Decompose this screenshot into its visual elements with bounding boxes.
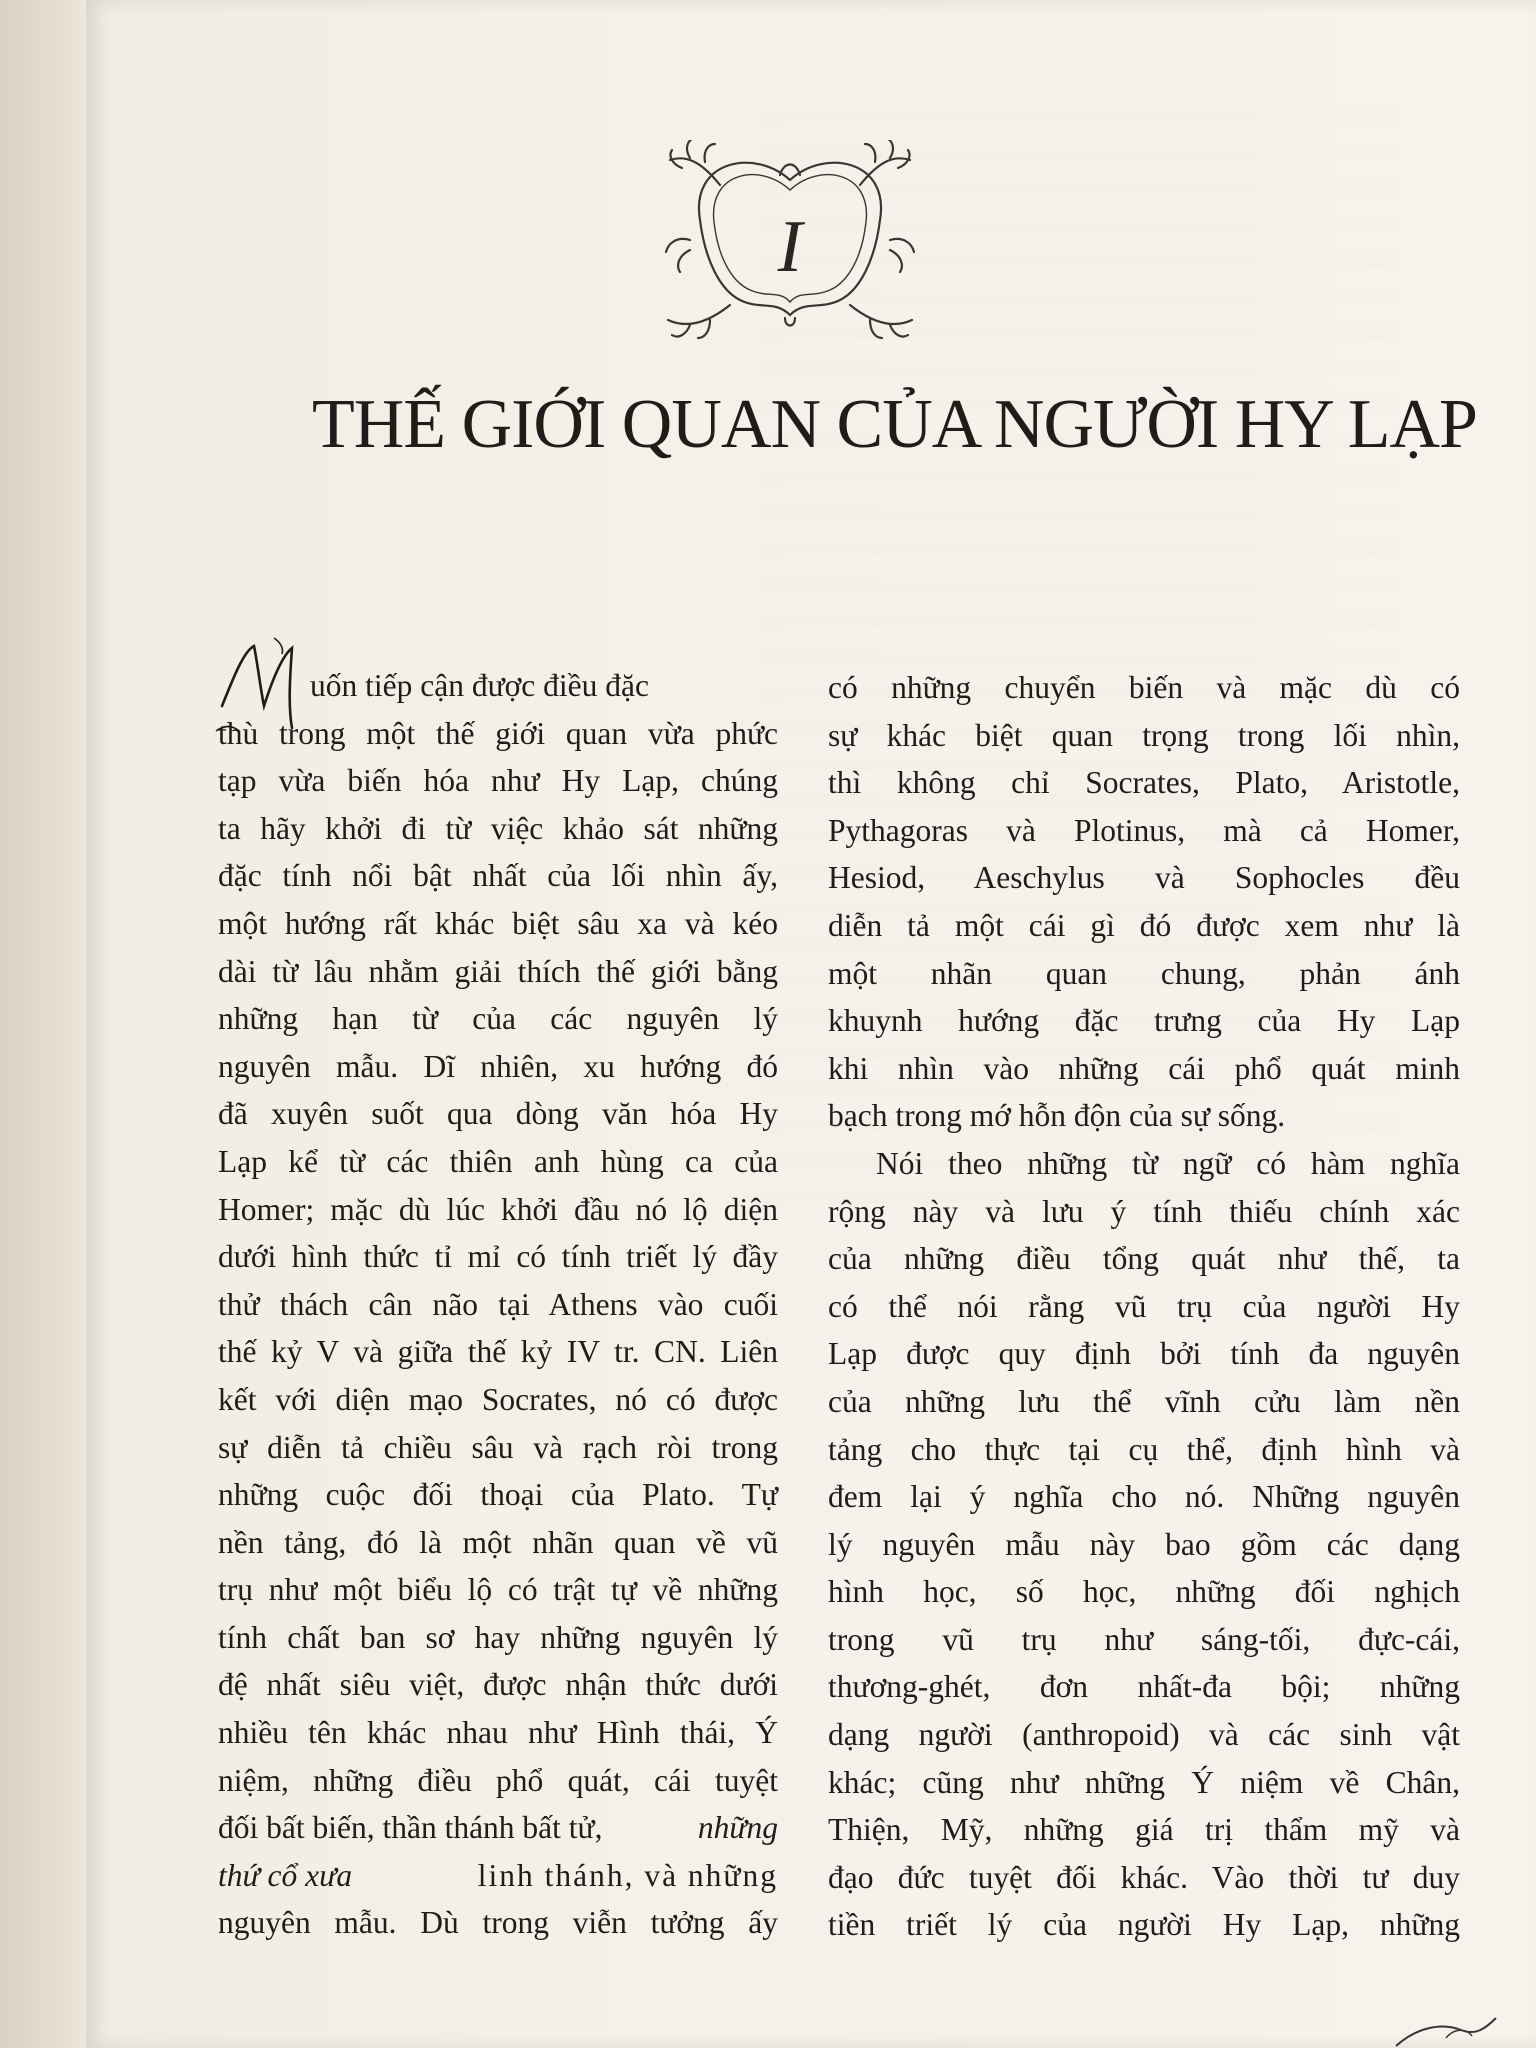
text-line: Homer; mặc dù lúc khởi đầu nó lộ diện — [218, 1191, 778, 1227]
italic-text: thứ cổ xưa — [218, 1857, 353, 1893]
text-line: đệ nhất siêu việt, được nhận thức dưới — [218, 1667, 778, 1703]
text-line: thương-ghét, đơn nhất-đa bội; những — [828, 1669, 1460, 1705]
text-line: khuynh hướng đặc trưng của Hy Lạp — [828, 1003, 1460, 1039]
text-line: trụ như một biểu lộ có trật tự về những — [218, 1572, 778, 1608]
text-line: dài từ lâu nhằm giải thích thế giới bằng — [218, 953, 778, 989]
text-column-right — [828, 664, 1460, 1949]
text-line: đạo đức tuyệt đối khác. Vào thời tư duy — [828, 1859, 1460, 1895]
text-line: khác; cũng như những Ý niệm về Chân, — [828, 1764, 1460, 1800]
text-line: tảng cho thực tại cụ thể, định hình và — [828, 1431, 1460, 1467]
text-line: sự khác biệt quan trọng trong lối nhìn, — [828, 717, 1460, 753]
chapter-title: THẾ GIỚI QUAN CỦA NGƯỜI HY LẠP — [312, 386, 1477, 463]
text-line: lý nguyên mẫu này bao gồm các dạng — [828, 1526, 1460, 1562]
text-line — [218, 1852, 778, 1900]
text-line: có thể nói rằng vũ trụ của người Hy — [828, 1288, 1460, 1324]
page-edge — [0, 0, 96, 2048]
text-line: Lạp kể từ các thiên anh hùng ca của — [218, 1143, 778, 1179]
text-segment: linh thánh, và những — [477, 1857, 778, 1893]
text-line: Nói theo những từ ngữ có hàm nghĩa — [876, 1145, 1460, 1181]
text-line: dạng người (anthropoid) và các sinh vật — [828, 1717, 1460, 1753]
text-line: thì không chỉ Socrates, Plato, Aristotle, — [828, 765, 1460, 801]
text-line: nền tảng, đó là một nhãn quan về vũ — [218, 1524, 778, 1560]
text-line: ta hãy khởi đi từ việc khảo sát những — [218, 810, 778, 846]
text-line: kết với diện mạo Socrates, nó có được — [218, 1381, 778, 1417]
italic-text: những — [697, 1810, 778, 1846]
text-line: có những chuyển biến và mặc dù có — [828, 670, 1460, 705]
text-line: Pythagoras và Plotinus, mà cả Homer, — [828, 812, 1460, 848]
text-line: của những điều tổng quát như thế, ta — [828, 1241, 1460, 1277]
text-line: những cuộc đối thoại của Plato. Tự — [218, 1477, 778, 1513]
text-line: niệm, những điều phổ quát, cái tuyệt — [218, 1762, 778, 1798]
text-line: một hướng rất khác biệt sâu xa và kéo — [218, 905, 778, 941]
text-line: một nhãn quan chung, phản ánh — [828, 955, 1460, 991]
text-line — [218, 1804, 778, 1852]
text-line: nguyên mẫu. Dù trong viễn tưởng ấy — [218, 1905, 778, 1941]
text-line: tiền triết lý của người Hy Lạp, những — [828, 1907, 1460, 1943]
text-line: sự diễn tả chiều sâu và rạch ròi trong — [218, 1429, 778, 1465]
text-line: tính chất ban sơ hay những nguyên lý — [218, 1619, 778, 1655]
text-line: diễn tả một cái gì đó được xem như là — [828, 907, 1460, 943]
text-line: đã xuyên suốt qua dòng văn hóa Hy — [218, 1096, 778, 1132]
text-line: khi nhìn vào những cái phổ quát minh — [828, 1050, 1460, 1086]
text-line: Hesiod, Aeschylus và Sophocles đều — [828, 860, 1460, 896]
text-line: những hạn từ của các nguyên lý — [218, 1001, 778, 1037]
text-line: hình học, số học, những đối nghịch — [828, 1574, 1460, 1610]
text-line: đem lại ý nghĩa cho nó. Những nguyên — [828, 1479, 1460, 1515]
text-line: rộng này và lưu ý tính thiếu chính xác — [828, 1193, 1460, 1229]
text-line: trong vũ trụ như sáng-tối, đực-cái, — [828, 1621, 1460, 1657]
text-line: bạch trong mớ hỗn độn của sự sống. — [828, 1098, 1286, 1134]
text-line: dưới hình thức tỉ mỉ có tính triết lý đầy — [218, 1239, 778, 1275]
text-line: thù trong một thế giới quan vừa phức — [218, 715, 778, 751]
text-line: thế kỷ V và giữa thế kỷ IV tr. CN. Liên — [218, 1334, 778, 1370]
text-line: nhiều tên khác nhau như Hình thái, Ý — [218, 1715, 778, 1751]
text-line: đặc tính nổi bật nhất của lối nhìn ấy, — [218, 858, 778, 894]
text-line: Thiện, Mỹ, những giá trị thẩm mỹ và — [828, 1812, 1460, 1848]
text-line: nguyên mẫu. Dĩ nhiên, xu hướng đó — [218, 1048, 778, 1084]
chapter-number: I — [777, 206, 803, 288]
text-segment: đối bất biến, thần thánh bất tử, — [218, 1810, 603, 1846]
text-line: tạp vừa biến hóa như Hy Lạp, chúng — [218, 763, 778, 799]
corner-flourish-icon — [1386, 2008, 1506, 2048]
text-line: thử thách cân não tại Athens vào cuối — [218, 1286, 778, 1322]
text-column-left — [218, 662, 778, 1947]
text-line: của những lưu thể vĩnh cửu làm nền — [828, 1383, 1460, 1419]
text-line: uốn tiếp cận được điều đặc — [310, 668, 649, 703]
text-line: Lạp được quy định bởi tính đa nguyên — [828, 1336, 1460, 1372]
